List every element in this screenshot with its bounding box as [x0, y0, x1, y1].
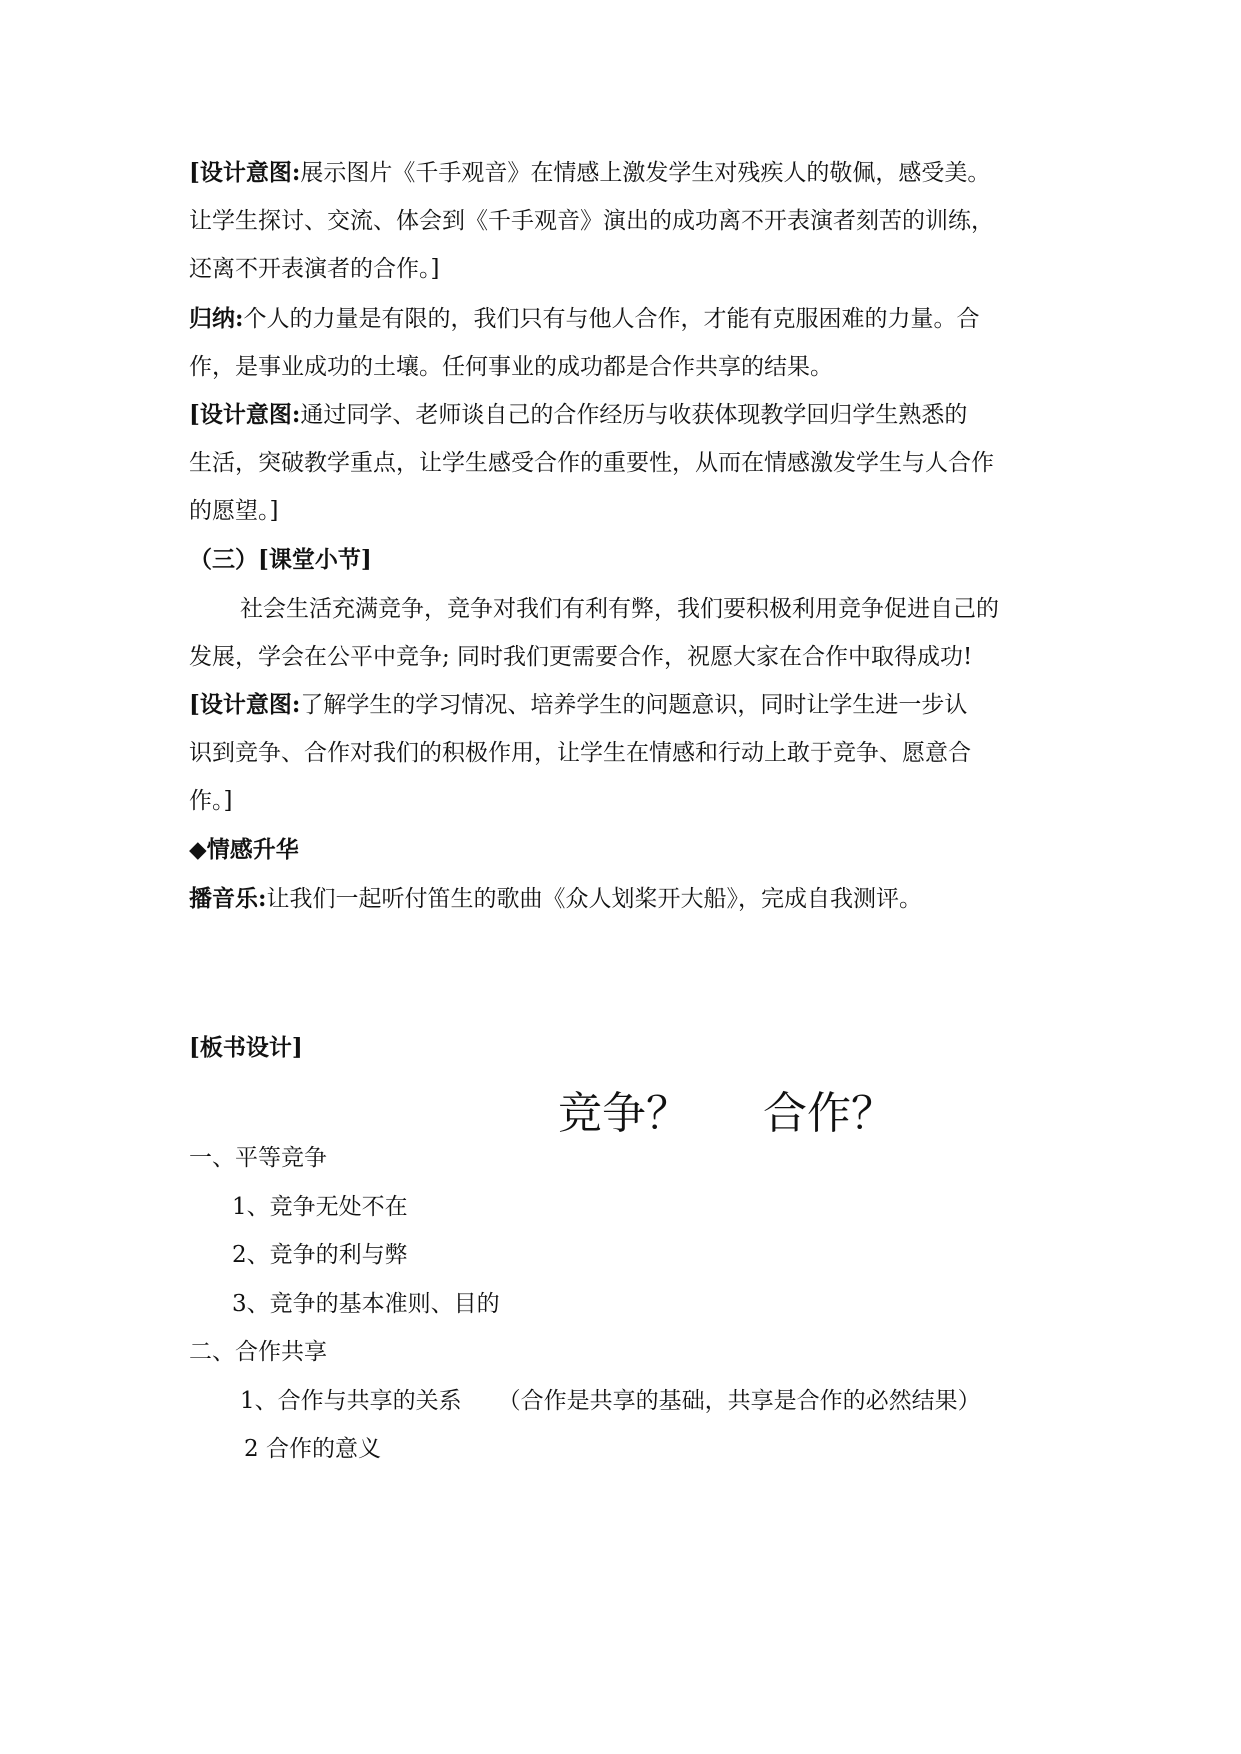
design-intent-2-line-1	[189, 400, 967, 430]
design-intent-2-line-3: 的愿望。]	[189, 498, 279, 524]
music-line	[189, 884, 922, 914]
design-intent-1-line-2: 让学生探讨、交流、体会到《千手观音》演出的成功离不开表演者刻苦的训练，	[189, 208, 994, 234]
design-intent-3-line-1	[189, 690, 967, 720]
design-intent-1-line-1	[189, 158, 990, 188]
board-part-2-item-1	[240, 1386, 981, 1416]
design-intent-3-line-2: 识到竞争、合作对我们的积极作用，让学生在情感和行动上敢于竞争、愿意合	[189, 740, 971, 766]
board-part-2: 二、合作共享	[189, 1339, 327, 1365]
board-part-1-item-2: 2、竞争的利与弊	[232, 1242, 408, 1268]
summary-line-1	[189, 304, 980, 334]
design-intent-label: [设计意图:	[189, 159, 301, 186]
summary-label: 归纳:	[189, 305, 244, 332]
design-intent-text: 通过同学、老师谈自己的合作经历与收获体现教学回归学生熟悉的	[300, 402, 968, 428]
board-part-1-item-1: 1、竞争无处不在	[232, 1194, 408, 1220]
emotion-heading: ◆情感升华	[189, 836, 299, 863]
design-intent-1-line-3: 还离不开表演者的合作。]	[189, 256, 440, 282]
section-3-heading: （三）[课堂小节]	[189, 546, 372, 573]
design-intent-label: [设计意图:	[189, 691, 301, 718]
summary-line-2: 作，是事业成功的土壤。任何事业的成功都是合作共享的结果。	[189, 354, 833, 380]
board-part-1-item-3: 3、竞争的基本准则、目的	[232, 1291, 500, 1317]
design-intent-3-line-3: 作。]	[189, 788, 233, 814]
board-part-2-item-2: 2 合作的意义	[244, 1436, 381, 1462]
board-part-1: 一、平等竞争	[189, 1145, 327, 1171]
board-part-2-item-1-note: （合作是共享的基础，共享是合作的必然结果）	[497, 1388, 981, 1414]
design-intent-2-line-2: 生活，突破教学重点，让学生感受合作的重要性，从而在情感激发学生与人合作	[189, 450, 994, 476]
music-label: 播音乐:	[189, 885, 267, 912]
music-text: 让我们一起听付笛生的歌曲《众人划桨开大船》，完成自我测评。	[266, 886, 922, 912]
board-heading: [板书设计]	[189, 1034, 303, 1061]
summary-text: 个人的力量是有限的，我们只有与他人合作，才能有克服困难的力量。合	[243, 306, 980, 332]
board-part-2-item-1-label: 1、合作与共享的关系	[240, 1388, 462, 1414]
design-intent-text: 展示图片《千手观音》在情感上激发学生对残疾人的敬佩，感受美。	[300, 160, 991, 186]
design-intent-label: [设计意图:	[189, 401, 301, 428]
board-title-cooperation: 合作？	[763, 1088, 895, 1139]
board-title-competition: 竞争？	[558, 1088, 690, 1139]
section-3-paragraph-line-1: 社会生活充满竞争，竞争对我们有利有弊，我们要积极利用竞争促进自己的	[240, 596, 999, 622]
design-intent-text: 了解学生的学习情况、培养学生的问题意识，同时让学生进一步认	[300, 692, 968, 718]
section-3-paragraph-line-2: 发展，学会在公平中竞争; 同时我们更需要合作，祝愿大家在合作中取得成功!	[189, 644, 973, 670]
